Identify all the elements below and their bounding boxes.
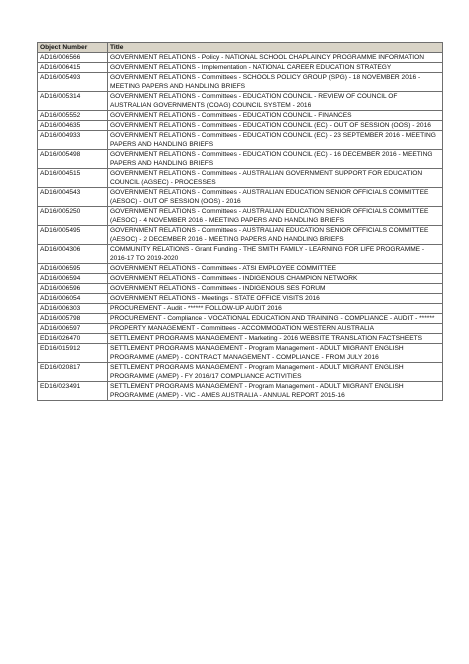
title-cell: GOVERNMENT RELATIONS - Committees - EDUCATION COUNCIL (EC) - OUT OF SESSION (OOS) - 2016 — [108, 121, 443, 131]
header-object-number: Object Number — [38, 43, 108, 53]
header-title: Title — [108, 43, 443, 53]
title-cell: GOVERNMENT RELATIONS - Committees - AUSTRALIAN EDUCATION SENIOR OFFICIALS COMMITTEE (AESOC) - 2 DECEMBER 2016 - MEETING PAPERS AND HANDLING BRIEFS — [108, 226, 443, 245]
table-row — [38, 53, 443, 63]
object-number-cell: AD16/006594 — [38, 274, 108, 284]
table-row — [38, 226, 443, 245]
object-number-cell: AD16/004543 — [38, 188, 108, 207]
title-cell: PROCUREMENT - Compliance - VOCATIONAL EDUCATION AND TRAINING - COMPLIANCE - AUDIT - ****** — [108, 314, 443, 324]
object-number-cell: AD16/006597 — [38, 324, 108, 334]
table-row — [38, 314, 443, 324]
table-row — [38, 382, 443, 401]
table-row — [38, 169, 443, 188]
title-cell: GOVERNMENT RELATIONS - Committees - AUSTRALIAN EDUCATION SENIOR OFFICIALS COMMITTEE (AESOC) - 4 NOVEMBER 2016 - MEETING PAPERS AND HANDLING BRIEFS — [108, 207, 443, 226]
title-cell: SETTLEMENT PROGRAMS MANAGEMENT - Marketing - 2016 WEBSITE TRANSLATION FACTSHEETS — [108, 334, 443, 344]
title-cell: GOVERNMENT RELATIONS - Implementation - NATIONAL CAREER EDUCATION STRATEGY — [108, 63, 443, 73]
table-row — [38, 324, 443, 334]
table-row — [38, 150, 443, 169]
table-row — [38, 274, 443, 284]
title-cell: GOVERNMENT RELATIONS - Committees - INDIGENOUS CHAMPION NETWORK — [108, 274, 443, 284]
title-cell: GOVERNMENT RELATIONS - Committees - SCHOOLS POLICY GROUP (SPG) - 18 NOVEMBER 2016 - MEETING PAPERS AND HANDLING BRIEFS — [108, 73, 443, 92]
object-number-cell: AD16/006415 — [38, 63, 108, 73]
object-number-cell: ED16/026470 — [38, 334, 108, 344]
object-number-cell: AD16/004635 — [38, 121, 108, 131]
title-cell: GOVERNMENT RELATIONS - Committees - EDUCATION COUNCIL (EC) - 16 DECEMBER 2016 - MEETING PAPERS AND HANDLING BRIEFS — [108, 150, 443, 169]
table-row — [38, 111, 443, 121]
object-number-cell: AD16/006566 — [38, 53, 108, 63]
title-cell: GOVERNMENT RELATIONS - Committees - EDUCATION COUNCIL (EC) - 23 SEPTEMBER 2016 - MEETING PAPERS AND HANDLING BRIEFS — [108, 131, 443, 150]
table-row — [38, 73, 443, 92]
object-number-cell: AD16/005495 — [38, 226, 108, 245]
object-number-cell: ED16/015912 — [38, 344, 108, 363]
object-number-cell: AD16/005493 — [38, 73, 108, 92]
table-row — [38, 344, 443, 363]
table-body — [38, 53, 443, 401]
title-cell: GOVERNMENT RELATIONS - Meetings - STATE OFFICE VISITS 2016 — [108, 294, 443, 304]
title-cell: COMMUNITY RELATIONS - Grant Funding - THE SMITH FAMILY - LEARNING FOR LIFE PROGRAMME - 2016-17 TO 2019-2020 — [108, 245, 443, 264]
table-row — [38, 207, 443, 226]
table-row — [38, 131, 443, 150]
title-cell: SETTLEMENT PROGRAMS MANAGEMENT - Program Management - ADULT MIGRANT ENGLISH PROGRAMME (AMEP) - CONTRACT MANAGEMENT - COMPLIANCE - FROM JULY 2016 — [108, 344, 443, 363]
table-row — [38, 363, 443, 382]
table-row — [38, 284, 443, 294]
title-cell: GOVERNMENT RELATIONS - Committees - EDUCATION COUNCIL - REVIEW OF COUNCIL OF AUSTRALIAN GOVERNMENTS (COAG) COUNCIL SYSTEM - 2016 — [108, 92, 443, 111]
title-cell: GOVERNMENT RELATIONS - Committees - EDUCATION COUNCIL - FINANCES — [108, 111, 443, 121]
table-row — [38, 264, 443, 274]
object-number-cell: AD16/005552 — [38, 111, 108, 121]
object-number-cell: AD16/006054 — [38, 294, 108, 304]
object-number-cell: AD16/004306 — [38, 245, 108, 264]
title-cell: GOVERNMENT RELATIONS - Committees - INDIGENOUS SES FORUM — [108, 284, 443, 294]
title-cell: GOVERNMENT RELATIONS - Committees - AUSTRALIAN GOVERNMENT SUPPORT FOR EDUCATION COUNCIL (AGSEC) - PROCESSES — [108, 169, 443, 188]
table-row — [38, 294, 443, 304]
title-cell: PROPERTY MANAGEMENT - Committees - ACCOMMODATION WESTERN AUSTRALIA — [108, 324, 443, 334]
object-number-cell: AD16/005314 — [38, 92, 108, 111]
table-row — [38, 245, 443, 264]
object-number-cell: AD16/006303 — [38, 304, 108, 314]
table-row — [38, 92, 443, 111]
object-number-cell: AD16/005798 — [38, 314, 108, 324]
title-cell: PROCUREMENT - Audit - ****** FOLLOW-UP AUDIT 2016 — [108, 304, 443, 314]
object-number-cell: ED16/020817 — [38, 363, 108, 382]
object-number-cell: AD16/006595 — [38, 264, 108, 274]
object-number-cell: ED16/023491 — [38, 382, 108, 401]
object-number-cell: AD16/004933 — [38, 131, 108, 150]
object-number-cell: AD16/005498 — [38, 150, 108, 169]
title-cell: GOVERNMENT RELATIONS - Policy - NATIONAL SCHOOL CHAPLAINCY PROGRAMME INFORMATION — [108, 53, 443, 63]
object-number-cell: AD16/004515 — [38, 169, 108, 188]
table-row — [38, 334, 443, 344]
title-cell: GOVERNMENT RELATIONS - Committees - AUSTRALIAN EDUCATION SENIOR OFFICIALS COMMITTEE (AESOC) - OUT OF SESSION (OOS) - 2016 — [108, 188, 443, 207]
title-cell: SETTLEMENT PROGRAMS MANAGEMENT - Program Management - ADULT MIGRANT ENGLISH PROGRAMME (AMEP) - FY 2016/17 COMPLIANCE ACTIVITIES — [108, 363, 443, 382]
object-number-cell: AD16/006596 — [38, 284, 108, 294]
title-cell: GOVERNMENT RELATIONS - Committees - ATSI EMPLOYEE COMMITTEE — [108, 264, 443, 274]
object-number-cell: AD16/005250 — [38, 207, 108, 226]
table-row — [38, 63, 443, 73]
title-cell: SETTLEMENT PROGRAMS MANAGEMENT - Program Management - ADULT MIGRANT ENGLISH PROGRAMME (AMEP) - VIC - AMES AUSTRALIA - ANNUAL REPORT 2015-16 — [108, 382, 443, 401]
table-row — [38, 121, 443, 131]
table-row — [38, 304, 443, 314]
records-table — [37, 42, 443, 401]
table-header-row — [38, 43, 443, 53]
table-row — [38, 188, 443, 207]
